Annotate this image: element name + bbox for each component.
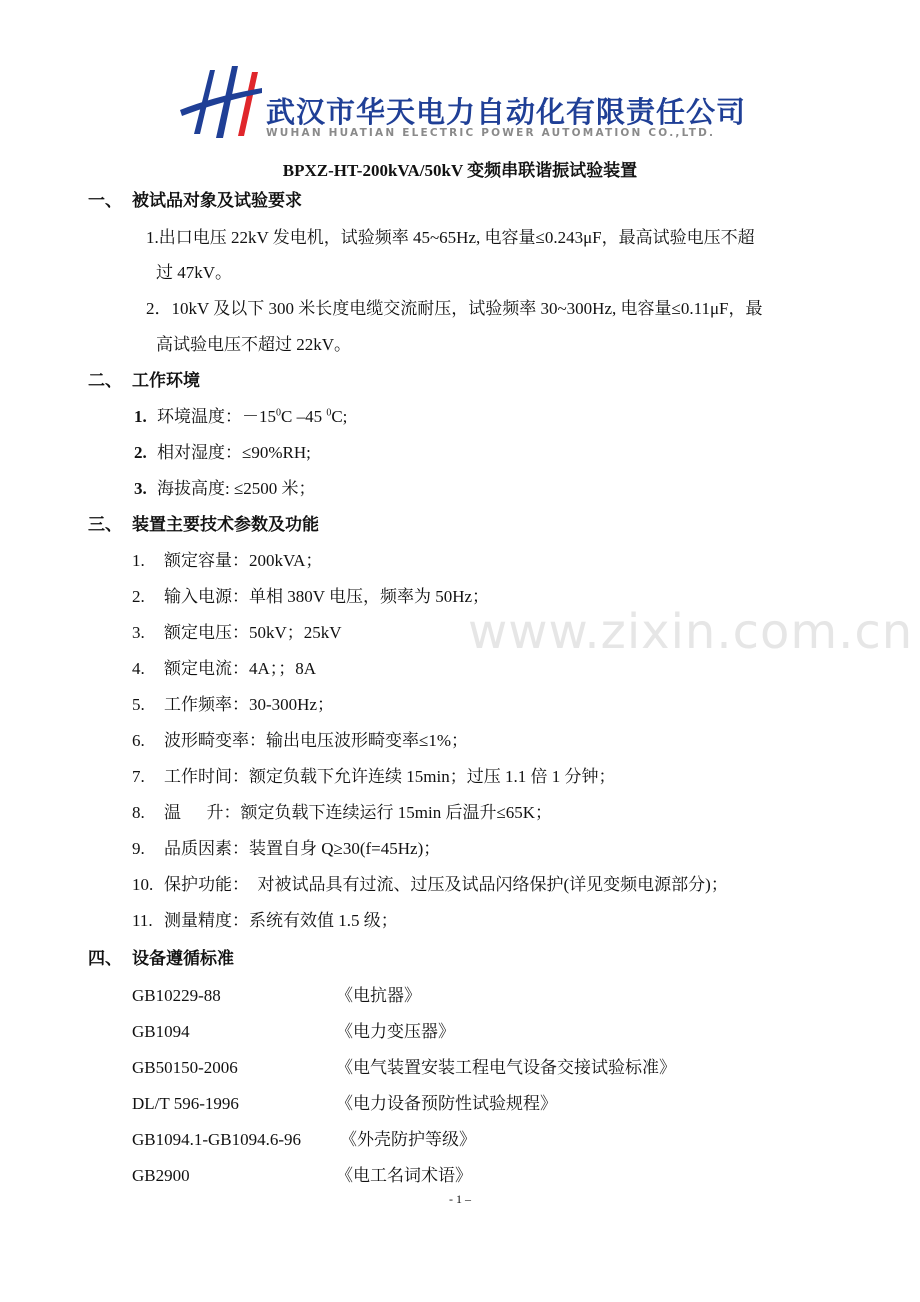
list-text: 波形畸变率：输出电压波形畸变率≤1%； xyxy=(164,731,468,750)
list-number: 5. xyxy=(132,695,145,714)
paragraph-line: 高试验电压不超过 22kV。 xyxy=(156,335,352,354)
list-item xyxy=(134,442,311,464)
list-text: 工作时间：额定负载下允许连续 15min；过压 1.1 倍 1 分钟； xyxy=(164,767,616,786)
list-number: 10. xyxy=(132,875,154,894)
list-text: 温 升：额定负载下连续运行 15min 后温升≤65K； xyxy=(164,803,553,822)
standard-code: GB50150-2006 xyxy=(132,1058,238,1077)
superscript: 0 xyxy=(326,407,332,419)
list-item xyxy=(134,478,316,500)
standard-name: 《电力设备预防性试验规程》 xyxy=(336,1094,557,1113)
list-text: 环境温度：－15 xyxy=(157,407,276,426)
list-number: 6. xyxy=(132,731,145,750)
company-name-cn: 武汉市华天电力自动化有限责任公司 xyxy=(266,95,747,129)
section-title: 工作环境 xyxy=(132,371,200,390)
standard-name: 《电力变压器》 xyxy=(336,1022,455,1041)
list-text: 相对湿度：≤90%RH; xyxy=(157,443,311,462)
standard-code: GB1094.1-GB1094.6-96 xyxy=(132,1130,302,1149)
paragraph-line: 1.出口电压 22kV 发电机，试验频率 45~65Hz, 电容量≤0.243μF，最高试验电压不超 xyxy=(146,228,755,247)
standard-code: GB10229-88 xyxy=(132,986,221,1005)
list-text: 工作频率：30-300Hz； xyxy=(164,695,334,714)
list-number: 1. xyxy=(132,551,145,570)
list-text: C; xyxy=(331,407,348,426)
standard-name: 《电工名词术语》 xyxy=(336,1166,472,1185)
company-name-en: WUHAN HUATIAN ELECTRIC POWER AUTOMATION CO.,LTD. xyxy=(266,127,716,139)
superscript: 0 xyxy=(276,407,281,419)
paragraph-line: 2．10kV 及以下 300 米长度电缆交流耐压，试验频率 30~300Hz, 电容量≤0.11μF，最 xyxy=(146,299,763,318)
list-number: 8. xyxy=(132,803,145,822)
list-text: C –45 xyxy=(281,407,327,426)
list-number: 9. xyxy=(132,839,145,858)
standard-code: GB1094 xyxy=(132,1022,190,1041)
standard-name: 《电气装置安装工程电气设备交接试验标准》 xyxy=(336,1058,676,1077)
list-number: 1. xyxy=(134,407,147,426)
section-number: 一、 xyxy=(88,191,122,210)
watermark: www.zixin.com.cn xyxy=(468,604,914,660)
list-text: 额定电压：50kV；25kV xyxy=(164,623,342,642)
standard-code: DL/T 596-1996 xyxy=(132,1094,239,1113)
section-title: 装置主要技术参数及功能 xyxy=(132,515,319,534)
list-number: 3. xyxy=(134,479,147,498)
huatian-logo-icon xyxy=(180,66,262,146)
list-text: 测量精度：系统有效值 1.5 级； xyxy=(164,911,398,930)
list-number: 4. xyxy=(132,659,145,678)
list-text: 保护功能： 对被试品具有过流、过压及试品闪络保护(详见变频电源部分)； xyxy=(164,875,728,894)
section-title: 设备遵循标准 xyxy=(132,949,234,968)
list-text: 额定电流：4A；；8A xyxy=(164,659,317,678)
list-number: 3. xyxy=(132,623,145,642)
list-number: 11. xyxy=(132,911,153,930)
section-number: 四、 xyxy=(88,949,122,968)
list-text: 品质因素：装置自身 Q≥30(f=45Hz)； xyxy=(164,839,441,858)
standard-name: 《电抗器》 xyxy=(336,986,421,1005)
standard-code: GB2900 xyxy=(132,1166,190,1185)
list-number: 7. xyxy=(132,767,145,786)
list-number: 2. xyxy=(134,443,147,462)
list-number: 2. xyxy=(132,587,145,606)
page-number: - 1 – xyxy=(449,1192,471,1206)
company-logo xyxy=(180,66,747,146)
section-title: 被试品对象及试验要求 xyxy=(132,191,302,210)
section-number: 三、 xyxy=(88,515,122,534)
list-text: 输入电源：单相 380V 电压，频率为 50Hz； xyxy=(164,587,490,606)
section-number: 二、 xyxy=(88,371,122,390)
standard-name: 《外壳防护等级》 xyxy=(340,1130,476,1149)
list-text: 海拔高度: ≤2500 米； xyxy=(157,479,316,498)
list-item xyxy=(134,406,347,428)
list-text: 额定容量：200kVA； xyxy=(164,551,323,570)
document-title: BPXZ-HT-200kVA/50kV 变频串联谐振试验装置 xyxy=(282,161,638,180)
paragraph-line: 过 47kV。 xyxy=(156,263,233,282)
